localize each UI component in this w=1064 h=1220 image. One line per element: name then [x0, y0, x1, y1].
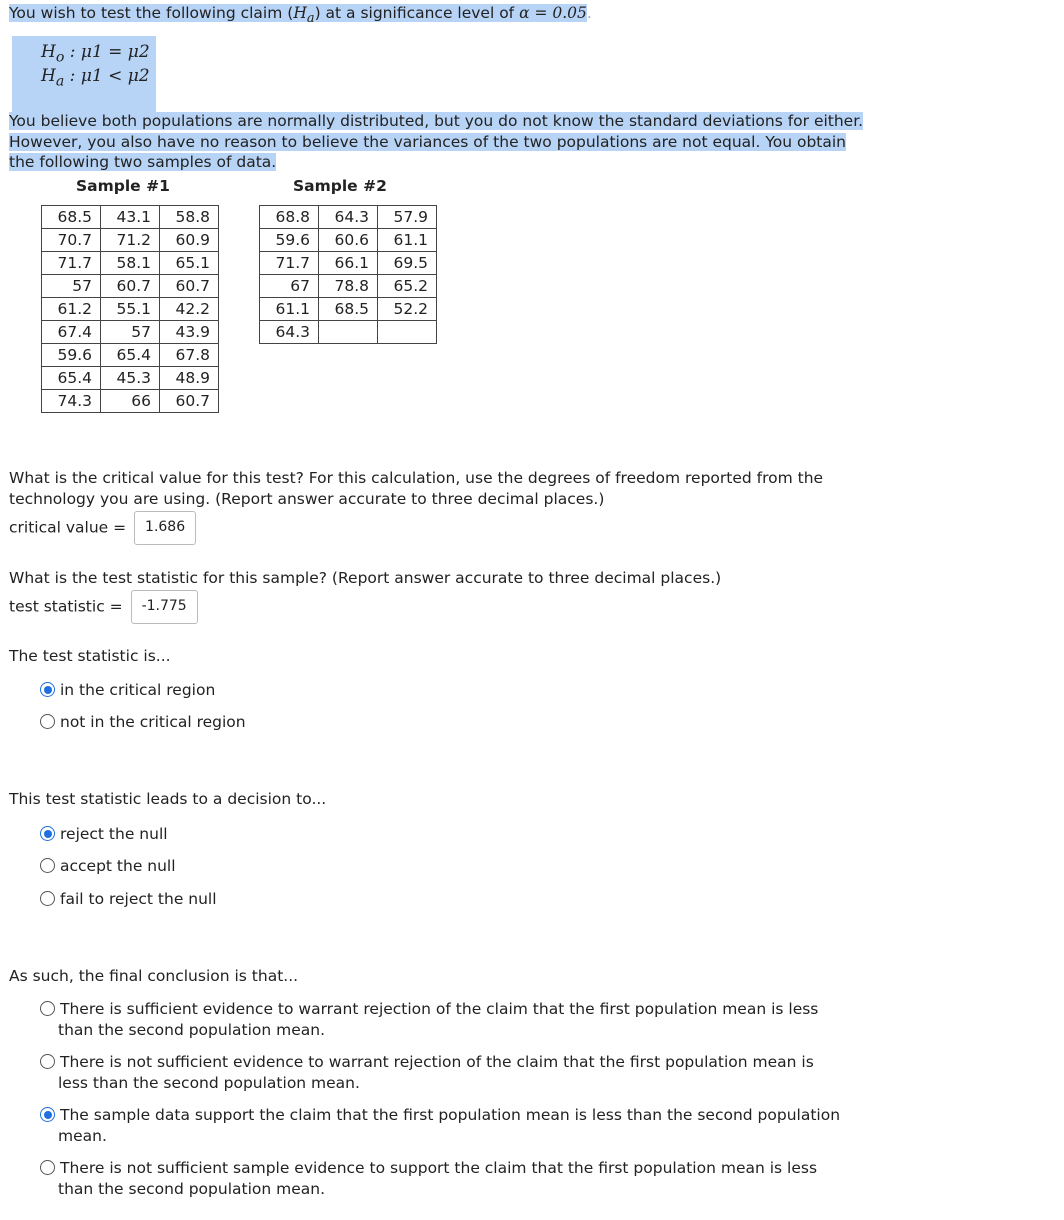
- radio-icon[interactable]: [40, 1160, 55, 1175]
- region-option-in-label: in the critical region: [60, 681, 216, 699]
- conclusion-option-4[interactable]: [40, 1158, 860, 1200]
- radio-icon[interactable]: [40, 858, 55, 873]
- claim-prefix: You wish to test the following claim (: [9, 4, 294, 22]
- claim-ha-sub: a: [306, 11, 315, 27]
- table-cell: 60.6: [319, 229, 378, 252]
- h0-sub: o: [55, 49, 65, 66]
- table-cell: 68.5: [319, 298, 378, 321]
- decision-option-fail[interactable]: [40, 889, 217, 909]
- table-cell: 67: [260, 275, 319, 298]
- table-row: [260, 275, 437, 298]
- info-text: You believe both populations are normally distributed, but you do not know the standard deviations for either. However, you also have no reason to believe the variances of the two populations are not equal. You obtain the following two samples of data.: [9, 112, 864, 171]
- conclusion-option-1-line1: There is sufficient evidence to warrant rejection of the claim that the first population mean is less: [60, 1000, 819, 1018]
- alpha-value: 0.05: [552, 4, 587, 22]
- table-cell: 55.1: [101, 298, 160, 321]
- conclusion-option-2[interactable]: [40, 1052, 860, 1094]
- table-cell: 60.7: [101, 275, 160, 298]
- table-cell: 61.1: [378, 229, 437, 252]
- table-row: [42, 321, 219, 344]
- sample2-title: Sample #2: [293, 177, 387, 195]
- table-cell: 43.1: [101, 206, 160, 229]
- table-cell: [319, 321, 378, 344]
- table-cell: 61.2: [42, 298, 101, 321]
- radio-icon[interactable]: [40, 891, 55, 906]
- conclusion-option-1-line2: than the second population mean.: [58, 1021, 326, 1039]
- table-cell: 74.3: [42, 390, 101, 413]
- table-cell: 65.2: [378, 275, 437, 298]
- radio-icon[interactable]: [40, 714, 55, 729]
- test-statistic-row: [9, 590, 198, 624]
- table-row: [42, 344, 219, 367]
- claim-ha: H: [293, 4, 307, 22]
- table-row: [42, 206, 219, 229]
- table-cell: 58.1: [101, 252, 160, 275]
- conclusion-option-2-line2: less than the second population mean.: [58, 1074, 360, 1092]
- table-row: [42, 229, 219, 252]
- conclusion-option-4-line2: than the second population mean.: [58, 1180, 326, 1198]
- table-cell: 45.3: [101, 367, 160, 390]
- claim-eq: =: [529, 4, 553, 22]
- conclusion-option-2-line1: There is not sufficient evidence to warrant rejection of the claim that the first population mean is: [60, 1053, 814, 1071]
- ha-relation: : μ1 < μ2: [64, 66, 150, 86]
- table-cell: [378, 321, 437, 344]
- table-row: [260, 252, 437, 275]
- radio-icon[interactable]: [40, 1054, 55, 1069]
- table-row: [260, 206, 437, 229]
- info-paragraph: [9, 111, 869, 173]
- table-cell: 42.2: [160, 298, 219, 321]
- conclusion-option-3-line1: The sample data support the claim that the first population mean is less than the second population: [60, 1106, 841, 1124]
- table-row: [42, 252, 219, 275]
- region-option-not-in-label: not in the critical region: [60, 713, 246, 731]
- table-cell: 59.6: [42, 344, 101, 367]
- table-cell: 78.8: [319, 275, 378, 298]
- table-row: [42, 275, 219, 298]
- ha-sub: a: [55, 73, 65, 90]
- table-cell: 57.9: [378, 206, 437, 229]
- table-row: [42, 390, 219, 413]
- table-cell: 65.1: [160, 252, 219, 275]
- table-cell: 71.2: [101, 229, 160, 252]
- table-cell: 65.4: [42, 367, 101, 390]
- table-cell: 68.8: [260, 206, 319, 229]
- test-statistic-prompt: What is the test statistic for this sample? (Report answer accurate to three decimal places.): [9, 569, 722, 587]
- table-cell: 57: [101, 321, 160, 344]
- claim-end: .: [586, 4, 592, 22]
- radio-icon[interactable]: [40, 1001, 55, 1016]
- radio-selected-icon[interactable]: [40, 826, 55, 841]
- h0-symbol: H: [41, 42, 56, 62]
- table-cell: 64.3: [260, 321, 319, 344]
- table-row: [42, 298, 219, 321]
- sample1-table: [41, 205, 219, 413]
- decision-prompt: This test statistic leads to a decision to...: [9, 790, 327, 808]
- table-cell: 58.8: [160, 206, 219, 229]
- table-cell: 60.7: [160, 390, 219, 413]
- critical-value-label: critical value =: [9, 518, 132, 537]
- region-prompt: The test statistic is...: [9, 647, 171, 665]
- sample2-table: [259, 205, 437, 344]
- table-row: [260, 298, 437, 321]
- radio-selected-icon[interactable]: [40, 682, 55, 697]
- claim-middle: ) at a significance level of: [314, 4, 520, 22]
- table-cell: 59.6: [260, 229, 319, 252]
- table-cell: 71.7: [260, 252, 319, 275]
- alpha-symbol: α: [519, 4, 530, 22]
- critical-value-prompt: What is the critical value for this test? For this calculation, use the degrees of freedom reported from the technology you are using. (Report answer accurate to three decimal places.): [9, 469, 824, 508]
- table-cell: 52.2: [378, 298, 437, 321]
- conclusion-option-4-line1: There is not sufficient sample evidence to support the claim that the first population mean is less: [60, 1159, 818, 1177]
- table-cell: 71.7: [42, 252, 101, 275]
- h0-relation: : μ1 = μ2: [64, 42, 150, 62]
- decision-option-reject[interactable]: [40, 824, 168, 844]
- decision-option-accept-label: accept the null: [60, 857, 176, 875]
- table-cell: 60.7: [160, 275, 219, 298]
- table-cell: 67.4: [42, 321, 101, 344]
- table-cell: 70.7: [42, 229, 101, 252]
- table-cell: 66.1: [319, 252, 378, 275]
- critical-value-input[interactable]: 1.686: [134, 511, 196, 545]
- ha-symbol: H: [41, 66, 56, 86]
- alt-hypothesis: [41, 66, 150, 89]
- table-cell: 65.4: [101, 344, 160, 367]
- null-hypothesis: [41, 42, 150, 65]
- critical-value-row: [9, 511, 196, 545]
- region-option-not-in[interactable]: [40, 712, 246, 732]
- decision-option-accept[interactable]: [40, 856, 176, 876]
- table-cell: 67.8: [160, 344, 219, 367]
- sample1-title: Sample #1: [76, 177, 170, 195]
- table-cell: 69.5: [378, 252, 437, 275]
- radio-selected-icon[interactable]: [40, 1107, 55, 1122]
- decision-option-fail-label: fail to reject the null: [60, 890, 217, 908]
- table-cell: 57: [42, 275, 101, 298]
- table-cell: 66: [101, 390, 160, 413]
- region-option-in[interactable]: [40, 680, 215, 700]
- table-row: [42, 367, 219, 390]
- table-row: [260, 229, 437, 252]
- table-cell: 68.5: [42, 206, 101, 229]
- table-row: [260, 321, 437, 344]
- test-statistic-label: test statistic =: [9, 597, 128, 616]
- conclusion-option-3[interactable]: [40, 1105, 860, 1147]
- table-cell: 60.9: [160, 229, 219, 252]
- table-cell: 64.3: [319, 206, 378, 229]
- table-cell: 48.9: [160, 367, 219, 390]
- hypotheses-block: [12, 36, 156, 112]
- conclusion-option-1[interactable]: [40, 999, 860, 1041]
- decision-option-reject-label: reject the null: [60, 825, 168, 843]
- table-cell: 43.9: [160, 321, 219, 344]
- table-cell: 61.1: [260, 298, 319, 321]
- conclusion-option-3-line2: mean.: [58, 1127, 107, 1145]
- claim-text: [9, 3, 592, 29]
- test-statistic-input[interactable]: -1.775: [131, 590, 198, 624]
- conclusion-prompt: As such, the final conclusion is that...: [9, 967, 299, 985]
